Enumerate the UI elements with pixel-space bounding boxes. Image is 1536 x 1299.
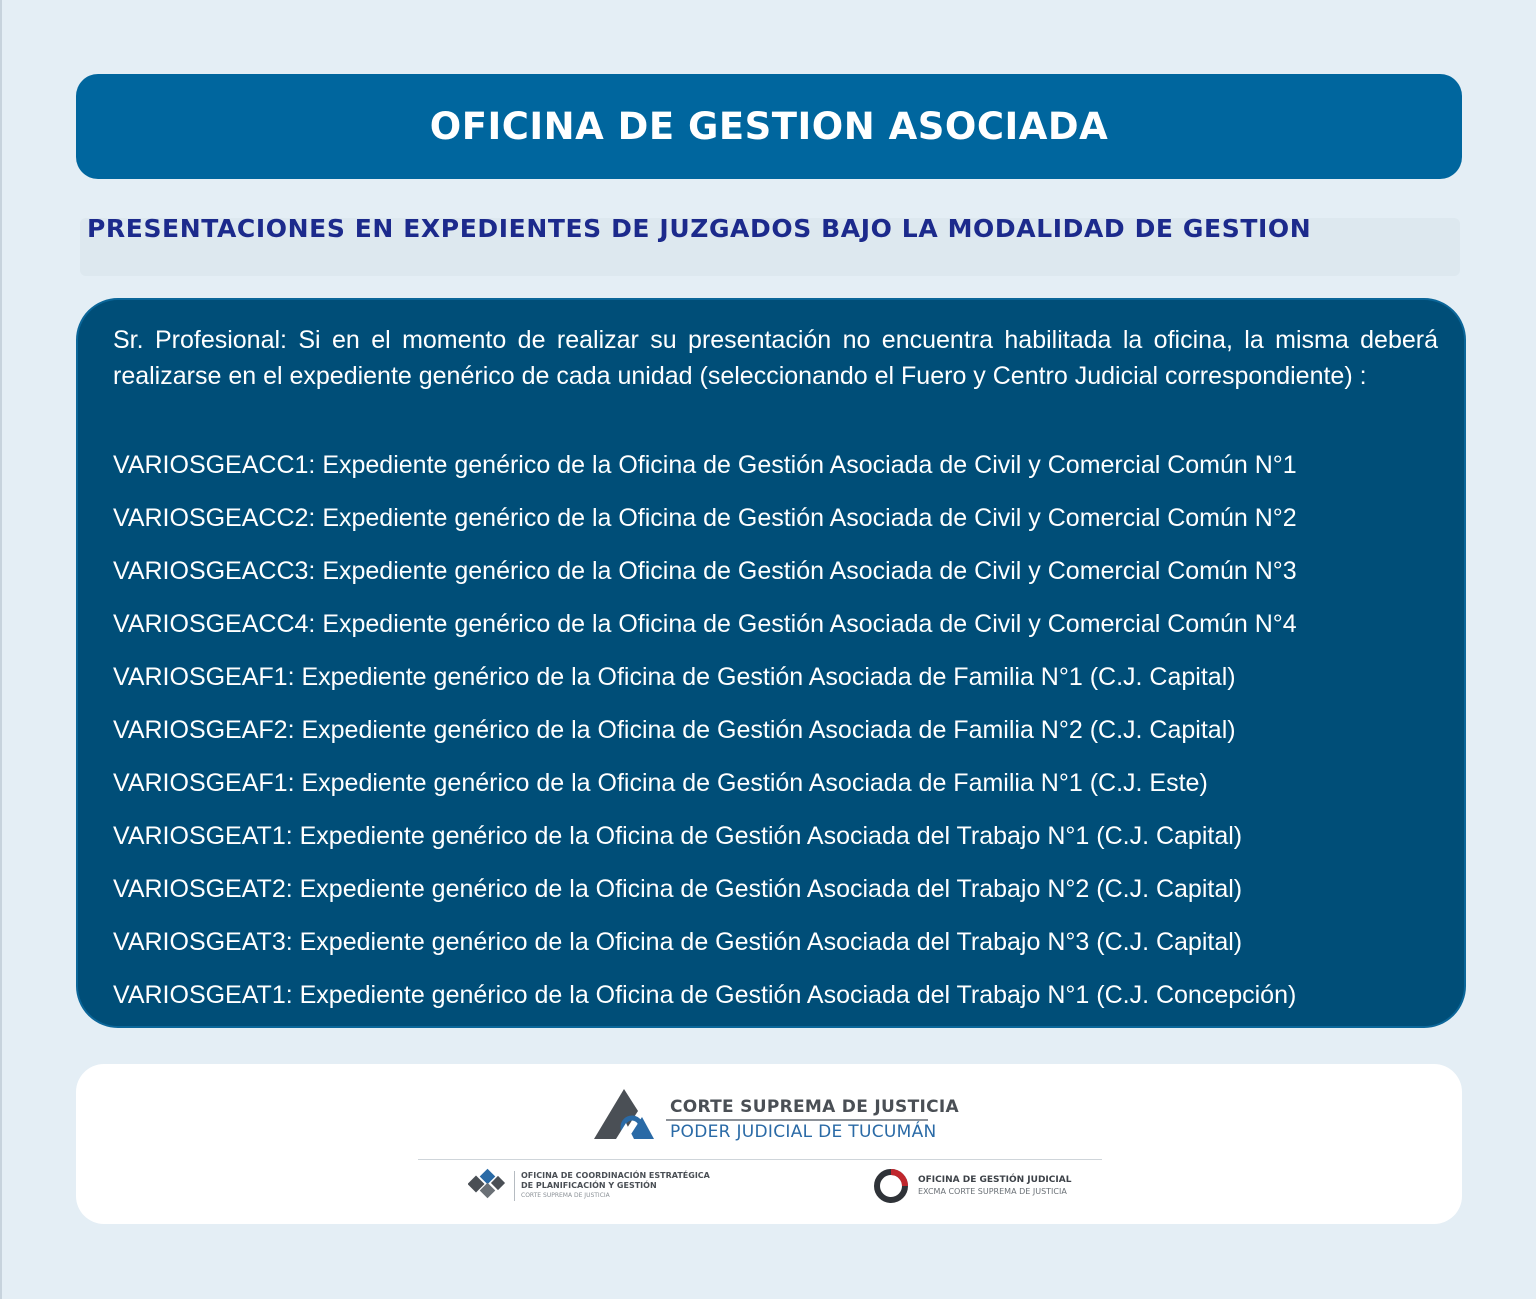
list-item <box>113 658 1453 711</box>
generic-file-list <box>113 446 1453 1029</box>
page-subtitle: PRESENTACIONES EN EXPEDIENTES DE JUZGADOS BAJO LA MODALIDAD DE GESTION <box>87 214 1312 243</box>
page-title: OFICINA DE GESTION ASOCIADA <box>429 105 1109 148</box>
entry-description: Expediente genérico de la Oficina de Gestión Asociada de Familia N°1 (C.J. Este) <box>294 769 1208 797</box>
entry-description: Expediente genérico de la Oficina de Gestión Asociada de Civil y Comercial Común N°1 <box>315 451 1297 479</box>
list-item <box>113 446 1453 499</box>
footer-logos-card <box>76 1064 1462 1224</box>
entry-description: Expediente genérico de la Oficina de Gestión Asociada del Trabajo N°1 (C.J. Capital) <box>292 822 1243 850</box>
ocepg-line-2: DE PLANIFICACIÓN Y GESTIÓN <box>521 1181 657 1190</box>
entry-description: Expediente genérico de la Oficina de Gestión Asociada de Civil y Comercial Común N°3 <box>315 557 1297 585</box>
list-item <box>113 870 1453 923</box>
ogj-text <box>918 1175 1071 1197</box>
list-item <box>113 552 1453 605</box>
page-left-edge <box>0 0 2 1299</box>
list-item <box>113 711 1453 764</box>
ogj-ring-logo-icon <box>872 1167 910 1205</box>
entry-code: VARIOSGEAT1: <box>113 981 293 1009</box>
notice-intro: Sr. Profesional: Si en el momento de realizar su presentación no encuentra habilitada la oficina, la misma deberá realizarse en el expediente genérico de cada unidad (seleccionando el Fuero y Centro Judicial correspondiente) : <box>113 326 1438 390</box>
entry-code: VARIOSGEACC3: <box>113 557 316 585</box>
title-banner <box>76 74 1462 179</box>
entry-code: VARIOSGEAT2: <box>113 875 293 903</box>
entry-code: VARIOSGEAF2: <box>113 716 295 744</box>
list-item <box>113 976 1453 1029</box>
ogj-line-1: OFICINA DE GESTIÓN JUDICIAL <box>918 1175 1072 1185</box>
csj-triangle-logo-icon <box>590 1085 670 1143</box>
csj-subtitle: PODER JUDICIAL DE TUCUMÁN <box>670 1122 937 1142</box>
ogj-line-2: EXCMA CORTE SUPREMA DE JUSTICIA <box>918 1187 1067 1196</box>
entry-code: VARIOSGEAT1: <box>113 822 293 850</box>
entry-description: Expediente genérico de la Oficina de Gestión Asociada del Trabajo N°3 (C.J. Capital) <box>292 928 1243 956</box>
list-item <box>113 764 1453 817</box>
entry-description: Expediente genérico de la Oficina de Gestión Asociada de Civil y Comercial Común N°2 <box>315 504 1297 532</box>
footer-divider <box>418 1159 1102 1160</box>
csj-divider <box>666 1119 928 1121</box>
entry-description: Expediente genérico de la Oficina de Gestión Asociada de Familia N°2 (C.J. Capital) <box>294 716 1236 744</box>
list-item <box>113 605 1453 658</box>
ocepg-line-1: OFICINA DE COORDINACIÓN ESTRATÉGICA <box>521 1171 710 1180</box>
entry-description: Expediente genérico de la Oficina de Gestión Asociada del Trabajo N°2 (C.J. Capital) <box>292 875 1243 903</box>
entry-code: VARIOSGEAF1: <box>113 663 295 691</box>
entry-code: VARIOSGEACC2: <box>113 504 316 532</box>
entry-description: Expediente genérico de la Oficina de Gestión Asociada de Civil y Comercial Común N°4 <box>315 610 1297 638</box>
ocepg-separator <box>514 1171 515 1201</box>
ocepg-logo-icon <box>468 1168 506 1204</box>
list-item <box>113 817 1453 870</box>
list-item <box>113 923 1453 976</box>
entry-code: VARIOSGEAT3: <box>113 928 293 956</box>
entry-code: VARIOSGEACC1: <box>113 451 316 479</box>
entry-description: Expediente genérico de la Oficina de Gestión Asociada del Trabajo N°1 (C.J. Concepción) <box>292 981 1297 1009</box>
ocepg-text <box>521 1171 710 1200</box>
entry-code: VARIOSGEAF1: <box>113 769 295 797</box>
csj-name: CORTE SUPREMA DE JUSTICIA <box>670 1097 959 1117</box>
entry-code: VARIOSGEACC4: <box>113 610 316 638</box>
ocepg-line-3: CORTE SUPREMA DE JUSTICIA <box>521 1192 610 1199</box>
entry-description: Expediente genérico de la Oficina de Gestión Asociada de Familia N°1 (C.J. Capital) <box>294 663 1236 691</box>
list-item <box>113 499 1453 552</box>
